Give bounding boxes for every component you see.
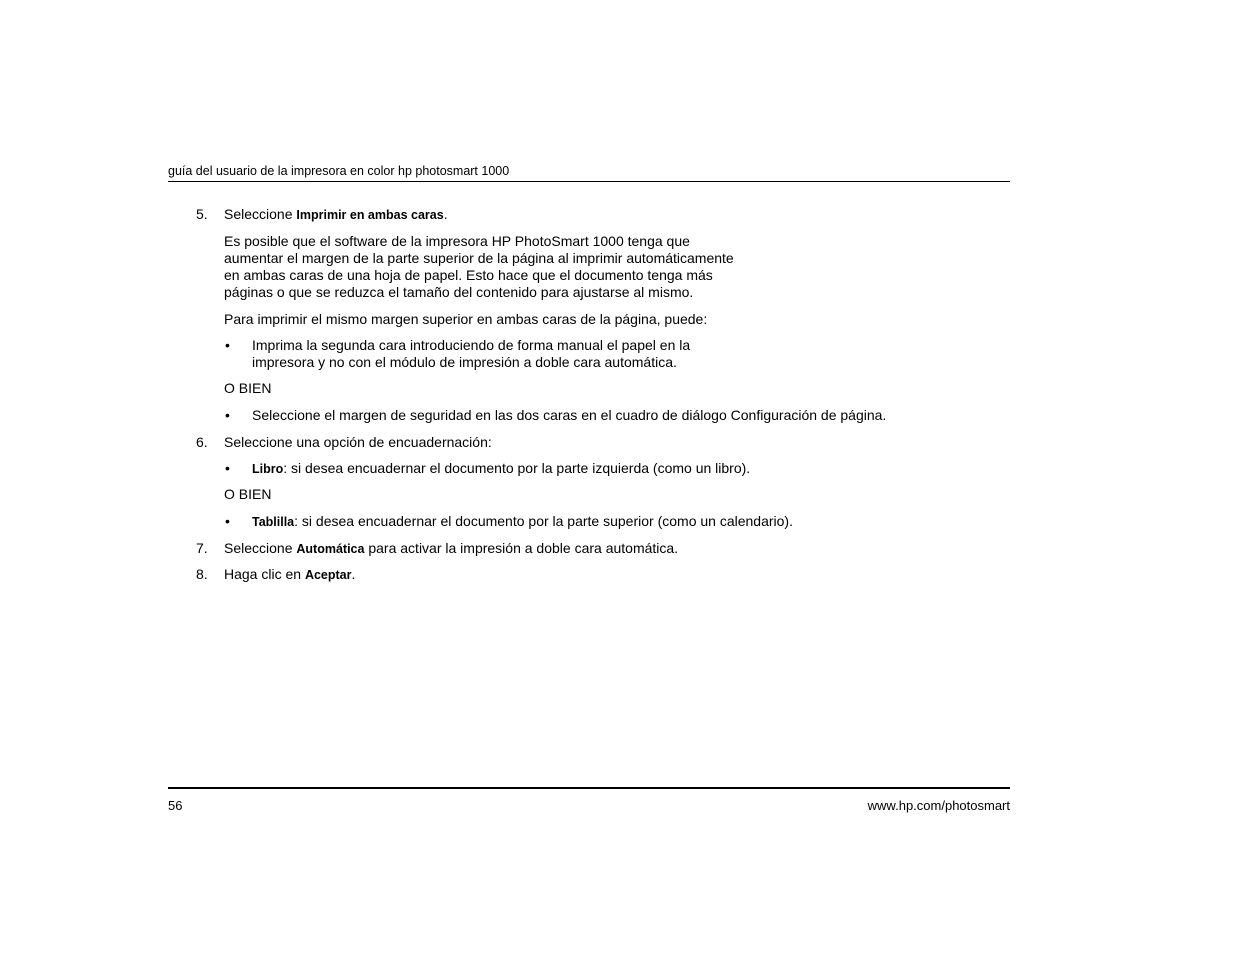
step-6-bullet-2: Tablilla: si desea encuadernar el documento por la parte superior (como un calendario).	[252, 513, 793, 529]
step-5-or: O BIEN	[224, 380, 272, 396]
step-6-bullet-1: Libro: si desea encuadernar el documento por la parte izquierda (como un libro).	[252, 460, 751, 476]
step-5-para-line-4: páginas o que se reduzca el tamaño del contenido para ajustarse al mismo.	[224, 284, 694, 300]
header-rule	[168, 181, 1010, 182]
step-7-bold: Automática	[296, 542, 365, 556]
step-6-bullet-2-bold: Tablilla	[252, 515, 295, 529]
step-6-number: 6.	[196, 434, 208, 450]
step-6-bullet-1-bold: Libro	[252, 462, 284, 476]
bullet-glyph: •	[225, 337, 230, 353]
running-header: guía del usuario de la impresora en color hp photosmart 1000	[168, 164, 510, 178]
bullet-glyph: •	[225, 513, 230, 529]
step-7-number: 7.	[196, 540, 208, 556]
step-7-text: Seleccione Automática para activar la impresión a doble cara automática.	[224, 540, 679, 556]
step-5-para-line-1: Es posible que el software de la impresora HP PhotoSmart 1000 tenga que	[224, 233, 690, 249]
footer-url: www.hp.com/photosmart	[867, 798, 1010, 813]
step-8-number: 8.	[196, 566, 208, 582]
step-5-number: 5.	[196, 206, 208, 222]
step-5-para-line-2: aumentar el margen de la parte superior de la página al imprimir automáticamente	[224, 250, 734, 266]
step-5-bullet-1-line-2: impresora y no con el módulo de impresión a doble cara automática.	[252, 354, 677, 370]
bullet-glyph: •	[225, 407, 230, 423]
step-6-or: O BIEN	[224, 486, 272, 502]
step-5-text: Seleccione Imprimir en ambas caras.	[224, 206, 448, 222]
bullet-glyph: •	[225, 460, 230, 476]
step-6-text: Seleccione una opción de encuadernación:	[224, 434, 492, 450]
step-5-bullet-2: Seleccione el margen de seguridad en las dos caras en el cuadro de diálogo Configuración de página.	[252, 407, 887, 423]
page-number: 56	[168, 798, 183, 813]
step-5-bold: Imprimir en ambas caras	[296, 208, 444, 222]
step-8-text: Haga clic en Aceptar.	[224, 566, 356, 582]
step-5-para-line-3: en ambas caras de una hoja de papel. Esto hace que el documento tenga más	[224, 267, 713, 283]
step-8-bold: Aceptar	[304, 568, 352, 582]
footer-rule	[168, 787, 1010, 789]
step-5-bullet-1-line-1: Imprima la segunda cara introduciendo de forma manual el papel en la	[252, 337, 691, 353]
step-5-para-2: Para imprimir el mismo margen superior en ambas caras de la página, puede:	[224, 311, 708, 327]
